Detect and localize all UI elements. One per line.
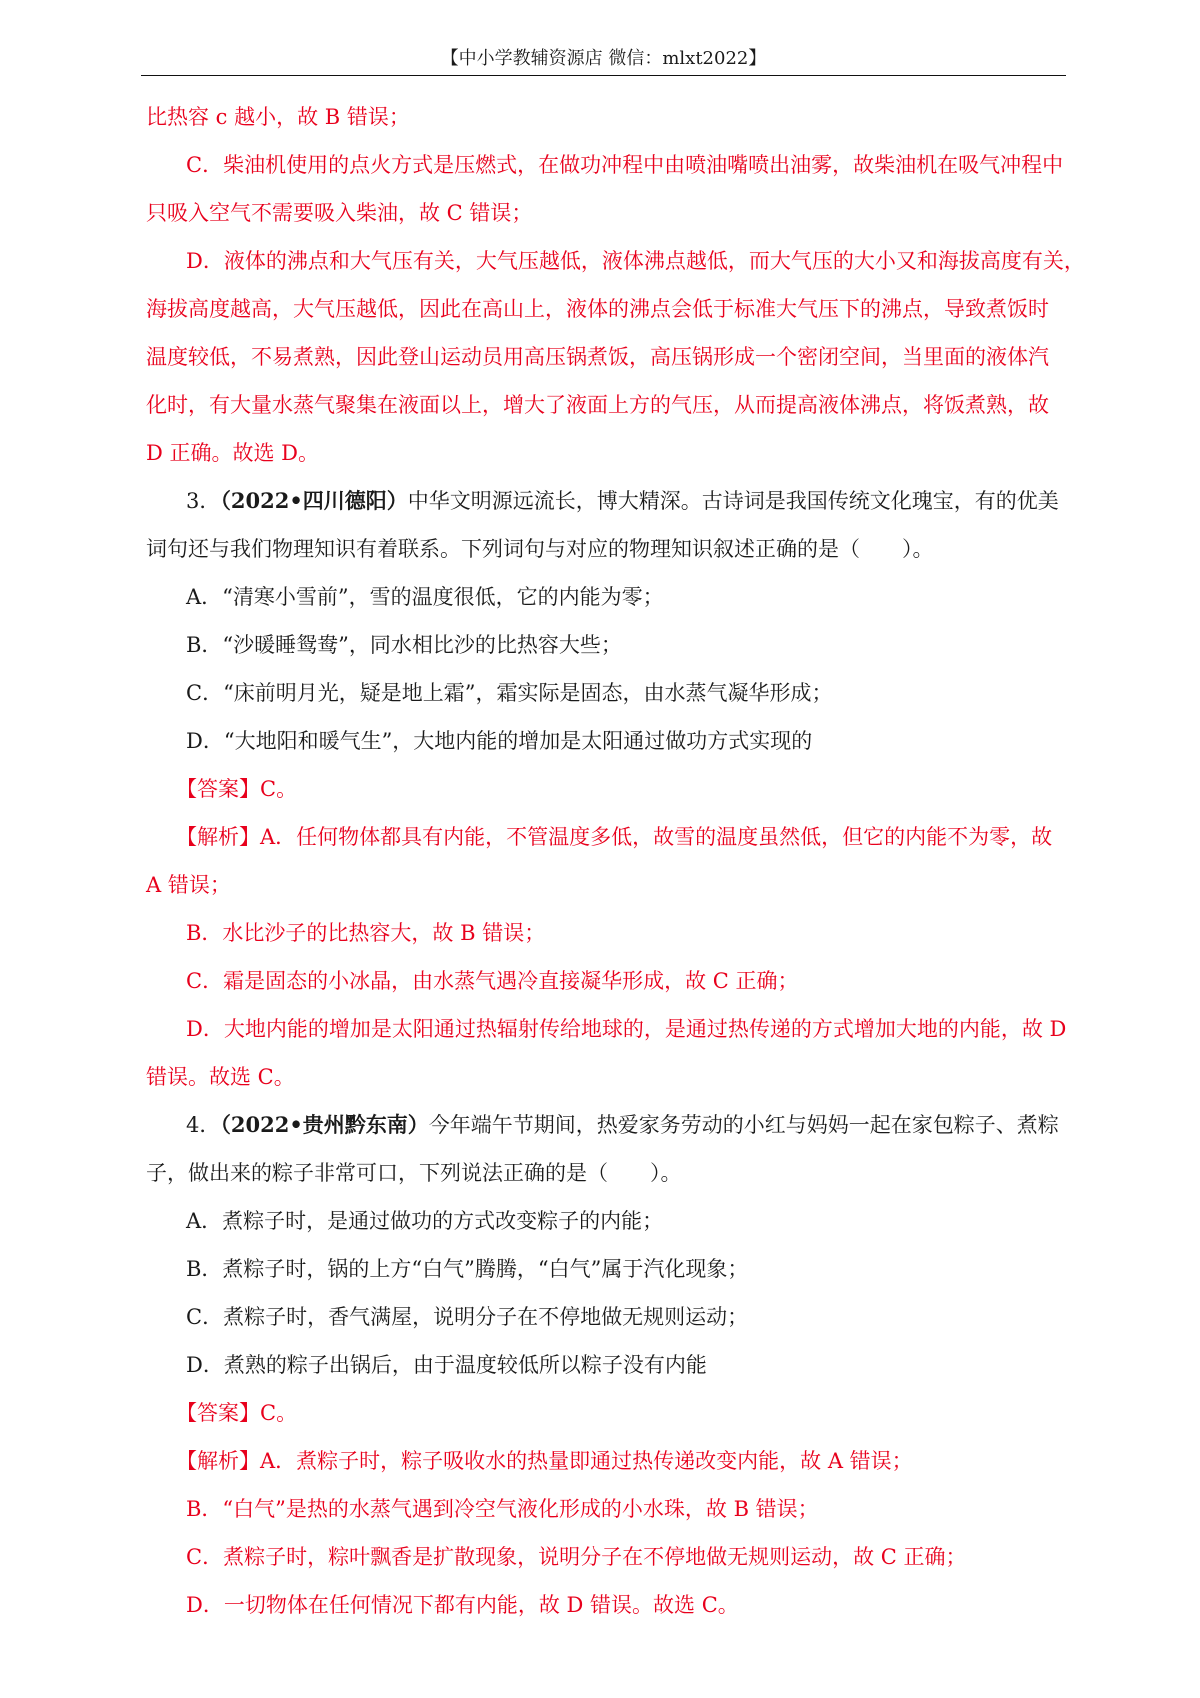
- question-source: （2022•贵州黔东南）: [220, 1112, 429, 1137]
- analysis-d-line5: D 正确。故选 D。: [146, 441, 320, 465]
- header-rule: [141, 75, 1066, 76]
- answer-value: C。: [260, 1401, 298, 1425]
- page-header: 【中小学教辅资源店 微信：mlxt2022】: [440, 48, 767, 69]
- analysis-text: A．任何物体都具有内能，不管温度多低，故雪的温度虽然低，但它的内能不为零，故: [260, 825, 1053, 849]
- question-3-stem: [186, 486, 1066, 516]
- analysis-c-line2: 只吸入空气不需要吸入柴油，故 C 错误；: [146, 201, 533, 225]
- analysis-d-line4: 化时，有大量水蒸气聚集在液面以上，增大了液面上方的气压，从而提高液体沸点，将饭煮熟，故: [146, 393, 1049, 417]
- question-3-analysis-c: C．霜是固态的小冰晶，由水蒸气遇冷直接凝华形成，故 C 正确；: [186, 969, 799, 993]
- question-4-option-c: C．煮粽子时，香气满屋，说明分子在不停地做无规则运动；: [186, 1305, 749, 1329]
- question-stem-text: 中华文明源远流长，博大精深。古诗词是我国传统文化瑰宝，有的优美: [407, 489, 1059, 513]
- question-3-option-b: B．“沙暖睡鸳鸯”，同水相比沙的比热容大些；: [186, 633, 622, 657]
- question-stem-text: 今年端午节期间，热爱家务劳动的小红与妈妈一起在家包粽子、煮粽: [428, 1113, 1059, 1137]
- question-4-stem-line2: 子，做出来的粽子非常可口，下列说法正确的是（ ）。: [146, 1161, 682, 1185]
- analysis-c-line1: C．柴油机使用的点火方式是压燃式，在做功冲程中由喷油嘴喷出油雾，故柴油机在吸气冲程中: [186, 153, 1064, 177]
- question-4-analysis-a: [176, 1446, 1066, 1476]
- question-4-analysis-d: D．一切物体在任何情况下都有内能，故 D 错误。故选 C。: [186, 1593, 739, 1617]
- question-3-analysis-d2: 错误。故选 C。: [146, 1065, 295, 1089]
- question-3-stem-line2: 词句还与我们物理知识有着联系。下列词句与对应的物理知识叙述正确的是（ ）。: [146, 537, 934, 561]
- question-3-analysis-line2: A 错误；: [146, 873, 231, 897]
- question-3-analysis-line1: [176, 822, 1066, 852]
- question-4-analysis-c: C．煮粽子时，粽叶飘香是扩散现象，说明分子在不停地做无规则运动，故 C 正确；: [186, 1545, 967, 1569]
- question-number: 3．: [186, 489, 221, 513]
- question-3-option-d: D．“大地阳和暖气生”，大地内能的增加是太阳通过做功方式实现的: [186, 729, 813, 753]
- question-4-option-d: D．煮熟的粽子出锅后，由于温度较低所以粽子没有内能: [186, 1353, 707, 1377]
- analysis-d-line1: D．液体的沸点和大气压有关，大气压越低，液体沸点越低，而大气压的大小又和海拔高度有关，: [186, 249, 1085, 273]
- question-3-option-c: C．“床前明月光，疑是地上霜”，霜实际是固态，由水蒸气凝华形成；: [186, 681, 833, 705]
- question-number: 4．: [186, 1113, 221, 1137]
- question-4-option-a: A．煮粽子时，是通过做功的方式改变粽子的内能；: [186, 1209, 664, 1233]
- question-3-option-a: A．“清寒小雪前”，雪的温度很低，它的内能为零；: [186, 585, 664, 609]
- analysis-text: A．煮粽子时，粽子吸收水的热量即通过热传递改变内能，故 A 错误；: [260, 1449, 913, 1473]
- answer-label: 【答案】: [176, 1401, 260, 1425]
- analysis-label: 【解析】: [176, 1449, 260, 1473]
- analysis-label: 【解析】: [176, 825, 260, 849]
- question-4-answer: [176, 1398, 1066, 1428]
- answer-label: 【答案】: [176, 777, 260, 801]
- analysis-continuation: 比热容 c 越小，故 B 错误；: [146, 105, 410, 129]
- question-4-option-b: B．煮粽子时，锅的上方“白气”腾腾，“白气”属于汽化现象；: [186, 1257, 749, 1281]
- question-source: （2022•四川德阳）: [220, 488, 408, 513]
- question-3-analysis-b: B．水比沙子的比热容大，故 B 错误；: [186, 921, 546, 945]
- analysis-d-line2: 海拔高度越高，大气压越低，因此在高山上，液体的沸点会低于标准大气压下的沸点，导致煮饭时: [146, 297, 1049, 321]
- question-4-stem: [186, 1110, 1066, 1140]
- question-3-analysis-d1: D．大地内能的增加是太阳通过热辐射传给地球的，是通过热传递的方式增加大地的内能，故 D: [186, 1017, 1067, 1041]
- analysis-d-line3: 温度较低，不易煮熟，因此登山运动员用高压锅煮饭，高压锅形成一个密闭空间，当里面的液体汽: [146, 345, 1049, 369]
- question-3-answer: [176, 774, 1066, 804]
- answer-value: C。: [260, 777, 298, 801]
- question-4-analysis-b: B．“白气”是热的水蒸气遇到冷空气液化形成的小水珠，故 B 错误；: [186, 1497, 819, 1521]
